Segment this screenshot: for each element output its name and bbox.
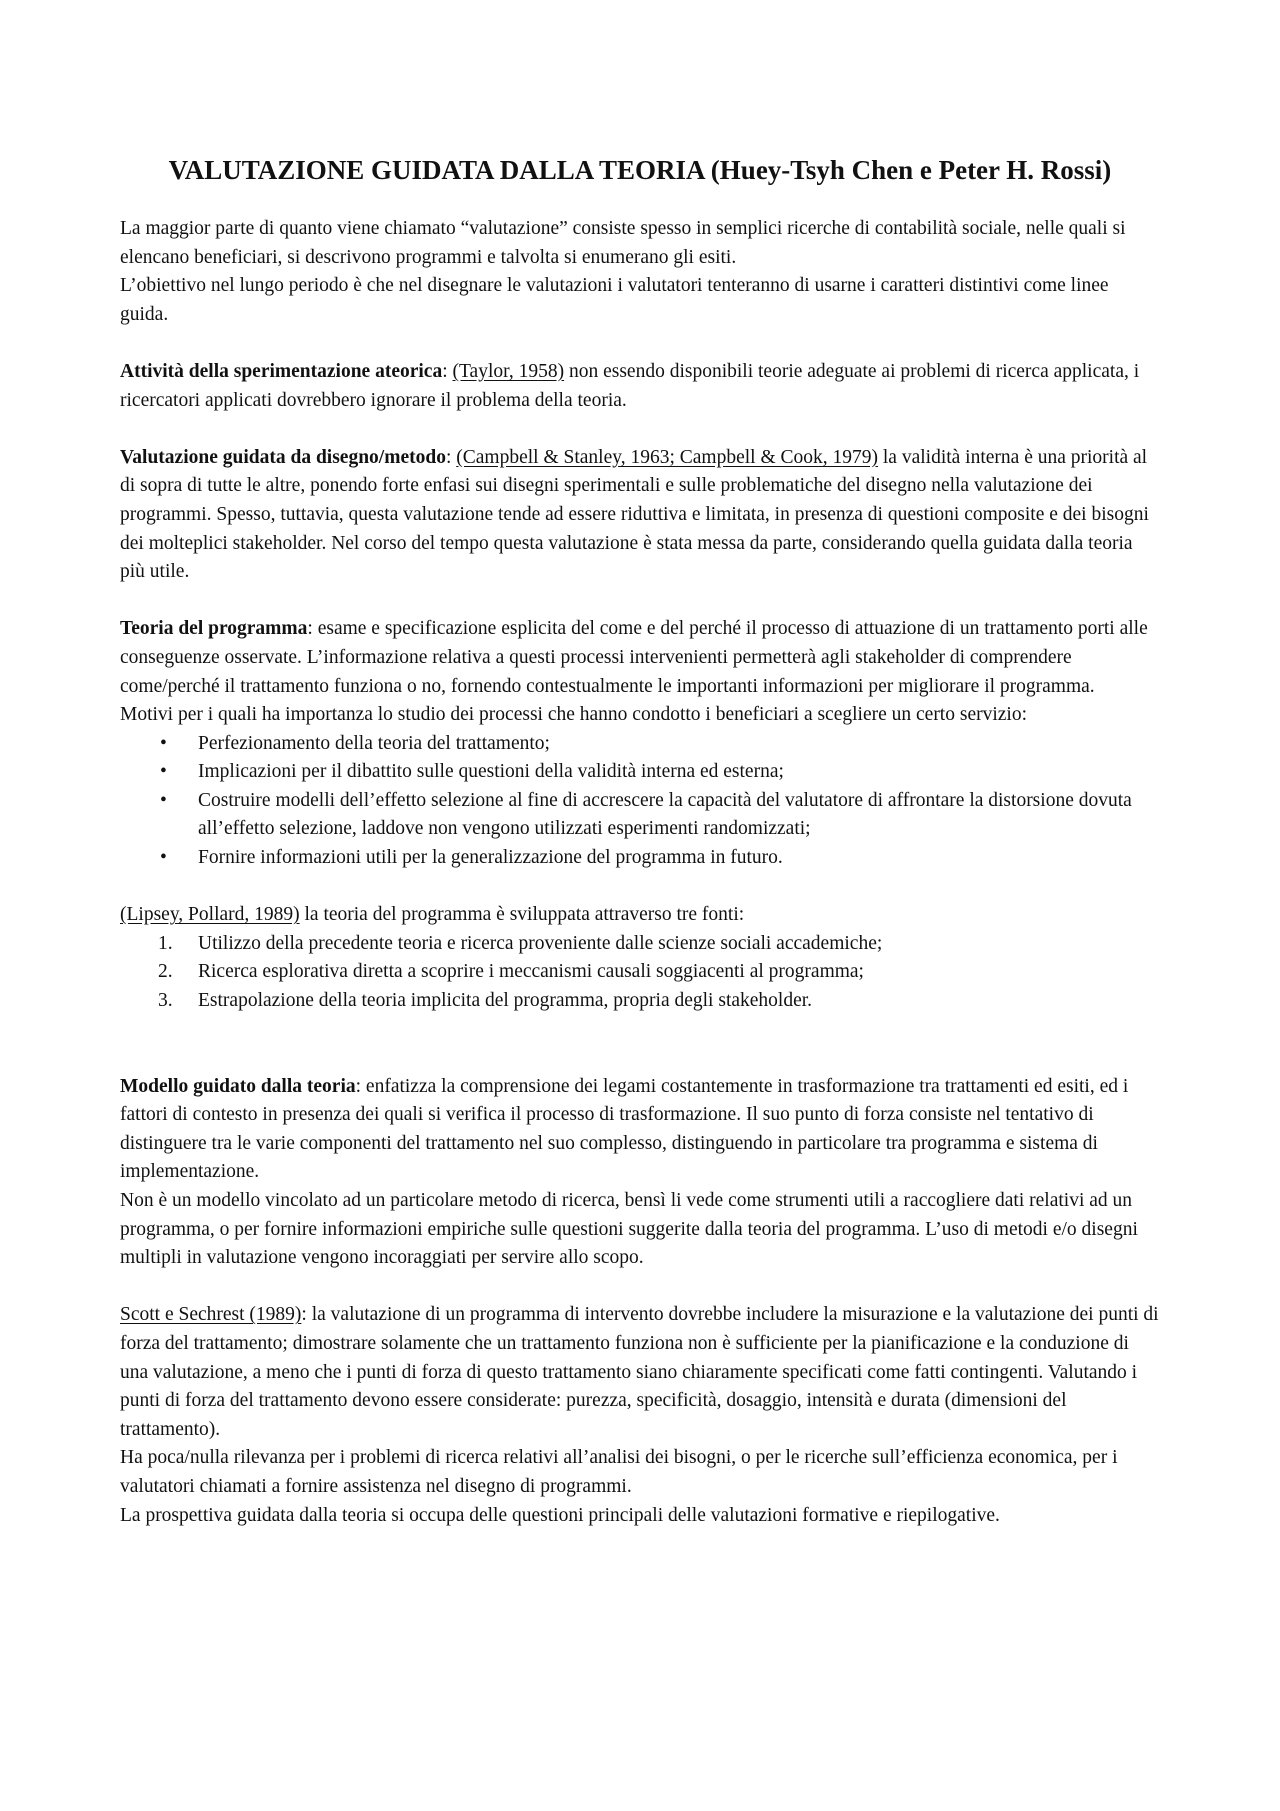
bullet-marker: •: [160, 789, 167, 811]
section-lipsey: [120, 901, 1160, 930]
fonti-list: [120, 930, 1160, 1016]
spacer: [120, 329, 1160, 358]
teoria-text: : esame e specificazione esplicita del come e del perché il processo di attuazione di un trattamento porti alle conseguenze osservate. L’informazione relativa a questi processi intervenienti permetterà agli stakeholder di comprendere come/perché il trattamento funziona o no, fornendo contestualmente le importanti informazioni per migliorare il programma.: [120, 618, 1148, 697]
scott-paragraph-2: Ha poca/nulla rilevanza per i problemi di ricerca relativi all’analisi dei bisogni, o per le ricerche sull’efficienza economica, per i valutatori chiamati a fornire assistenza nel disegno di programmi.: [120, 1447, 1118, 1497]
intro-paragraph-2: L’obiettivo nel lungo periodo è che nel disegnare le valutazioni i valutatori tenteranno di usarne i caratteri distintivi come linee guida.: [120, 275, 1109, 325]
citation-campbell: (Campbell & Stanley, 1963; Campbell & Cook, 1979): [456, 446, 878, 468]
list-item: [120, 987, 1160, 1016]
term-disegno: Valutazione guidata da disegno/metodo: [120, 446, 446, 468]
spacer: [120, 1273, 1160, 1302]
scott-text: : la valutazione di un programma di intervento dovrebbe includere la misurazione e la valutazione dei punti di forza del trattamento; dimostrare solamente che un trattamento funziona non è sufficiente per la pianificazione e la conduzione di una valutazione, a meno che i punti di forza di questo trattamento siano chiaramente specificati come fatti contingenti. Valutando i punti di forza del trattamento devono essere considerate: purezza, specificità, dosaggio, intensità e durata (dimensioni del trattamento).: [120, 1304, 1159, 1440]
spacer: [120, 1016, 1160, 1073]
section-teoria: [120, 615, 1160, 701]
teoria-motivi: Motivi per i quali ha importanza lo studio dei processi che hanno condotto i beneficiari a scegliere un certo servizio:: [120, 704, 1027, 726]
citation-scott: Scott e Sechrest (1989): [120, 1304, 302, 1326]
list-item: [120, 730, 1160, 759]
term-teoria: Teoria del programma: [120, 618, 308, 640]
separator: :: [442, 360, 453, 382]
intro-paragraph-1: La maggior parte di quanto viene chiamato “valutazione” consiste spesso in semplici ricerche di contabilità sociale, nelle quali si elencano beneficiari, si descrivono programmi e talvolta si enumerano gli esiti.: [120, 218, 1126, 268]
spacer: [120, 415, 1160, 444]
bullet-marker: •: [160, 761, 167, 783]
section-ateorica: [120, 358, 1160, 415]
spacer: [120, 873, 1160, 902]
list-item: [120, 787, 1160, 844]
list-item-text: Implicazioni per il dibattito sulle questioni della validità interna ed esterna;: [198, 761, 784, 783]
list-item: [120, 930, 1160, 959]
modello-text: : enfatizza la comprensione dei legami costantemente in trasformazione tra trattamenti ed esiti, ed i fattori di contesto in presenza dei quali si verifica il processo di trasformazione. Il suo punto di forza consiste nel tentativo di distinguere tra le varie componenti del trattamento nel suo complesso, distinguendo in particolare tra programma e sistema di implementazione.: [120, 1075, 1129, 1183]
document-body: [120, 215, 1160, 1530]
scott-paragraph-3: La prospettiva guidata dalla teoria si occupa delle questioni principali delle valutazioni formative e riepilogative.: [120, 1504, 1000, 1526]
list-item: [120, 758, 1160, 787]
number-marker: 2.: [158, 961, 173, 983]
term-ateorica: Attività della sperimentazione ateorica: [120, 360, 443, 382]
ateorica-text: non essendo disponibili teorie adeguate ai problemi di ricerca applicata, i ricercatori applicati dovrebbero ignorare il problema della teoria.: [120, 360, 1140, 411]
number-marker: 3.: [158, 990, 173, 1012]
section-scott: [120, 1301, 1160, 1444]
list-item-text: Ricerca esplorativa diretta a scoprire i meccanismi causali soggiacenti al programma;: [198, 961, 864, 983]
list-item-text: Utilizzo della precedente teoria e ricerca proveniente dalle scienze sociali accademiche;: [198, 932, 883, 954]
section-modello: [120, 1073, 1160, 1187]
motivi-list: [120, 730, 1160, 873]
list-item: [120, 958, 1160, 987]
modello-paragraph-2: Non è un modello vincolato ad un particolare metodo di ricerca, bensì li vede come strumenti utili a raccogliere dati relativi ad un programma, o per fornire informazioni empiriche sulle questioni suggerite dalla teoria del programma. L’uso di metodi e/o disegni multipli in valutazione vengono incoraggiati per servire allo scopo.: [120, 1190, 1138, 1269]
citation-taylor: (Taylor, 1958): [452, 360, 565, 382]
bullet-marker: •: [160, 732, 167, 754]
document-title: VALUTAZIONE GUIDATA DALLA TEORIA (Huey-Tsyh Chen e Peter H. Rossi): [168, 155, 1112, 185]
list-item-text: Perfezionamento della teoria del trattamento;: [198, 732, 550, 754]
list-item-text: Fornire informazioni utili per la generalizzazione del programma in futuro.: [198, 847, 783, 869]
lipsey-text: la teoria del programma è sviluppata attraverso tre fonti:: [299, 904, 745, 926]
separator: :: [445, 446, 457, 468]
citation-lipsey: (Lipsey, Pollard, 1989): [120, 904, 300, 926]
list-item-text: Costruire modelli dell’effetto selezione al fine di accrescere la capacità del valutatore di affrontare la distorsione dovuta all’effetto selezione, laddove non vengono utilizzati esperimenti randomizzati;: [198, 789, 1132, 840]
disegno-text: la validità interna è una priorità al di sopra di tutte le altre, ponendo forte enfasi sui disegni sperimentali e sulle problematiche del disegno nella valutazione dei programmi. Spesso, tuttavia, questa valutazione tende ad essere riduttiva e limitata, in presenza di questioni composite e dei bisogni dei molteplici stakeholder. Nel corso del tempo questa valutazione è stata messa da parte, considerando quella guidata dalla teoria più utile.: [120, 446, 1149, 583]
list-item-text: Estrapolazione della teoria implicita del programma, propria degli stakeholder.: [198, 990, 813, 1012]
number-marker: 1.: [158, 932, 173, 954]
section-disegno: [120, 444, 1160, 587]
list-item: [120, 844, 1160, 873]
term-modello: Modello guidato dalla teoria: [120, 1075, 356, 1097]
bullet-marker: •: [160, 847, 167, 869]
spacer: [120, 587, 1160, 616]
